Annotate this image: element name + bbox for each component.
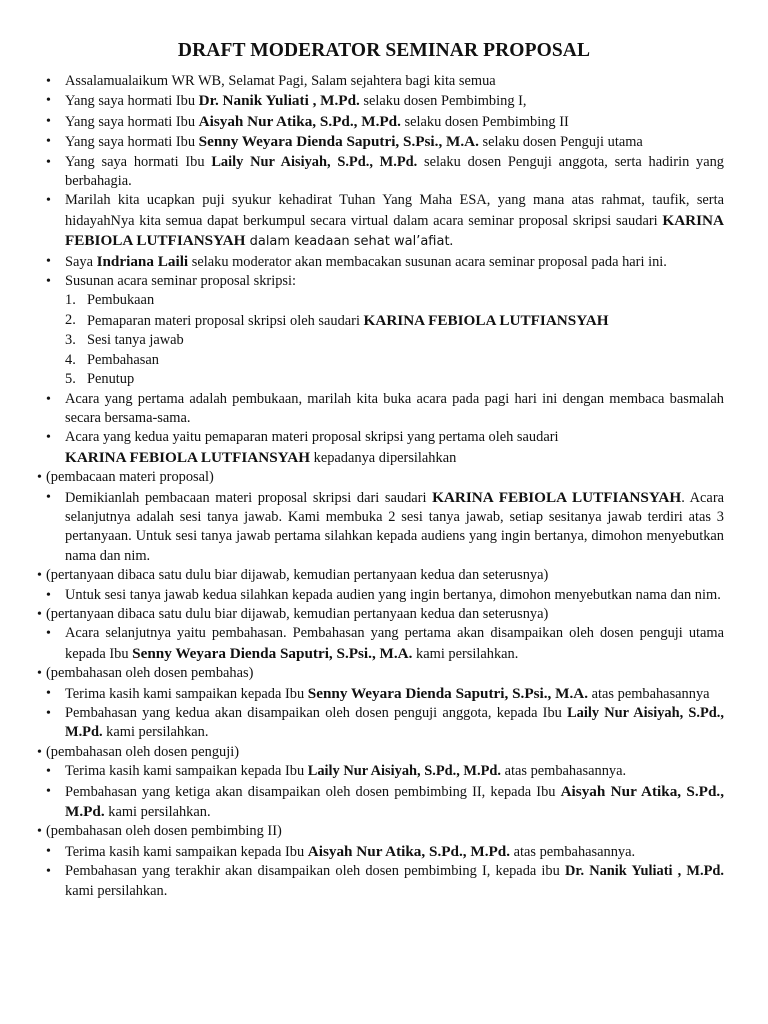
agenda-text: Pembukaan xyxy=(87,292,155,309)
person-name: Senny Weyara Dienda Saputri, S.Psi., M.A. xyxy=(307,684,589,702)
discussion-3-paragraph xyxy=(44,782,724,823)
paragraph-text: . Acara selanjutnya adalah sesi tanya jawab. Kami membuka 2 sesi tanya jawab, setiap sesitanya jawab terdiri atas 3 pertanyaan. Untuk sesi tanya jawab pertama silahkan kepada audiens yang ingin bertanya, dimohon menyebutkan nama dan nim. xyxy=(65,489,725,564)
stage-note xyxy=(37,664,724,683)
paragraph-text: Pembahasan yang kedua akan disampaikan oleh dosen penguji anggota, kepada Ibu xyxy=(65,705,568,721)
note-text: (pembacaan materi proposal) xyxy=(46,469,214,486)
agenda-item xyxy=(44,331,724,350)
person-name: Laily Nur Aisiyah, S.Pd., M.Pd. xyxy=(65,705,724,741)
paragraph-text: dalam keadaan sehat wal’afiat xyxy=(245,234,450,250)
agenda-item xyxy=(44,351,724,370)
paragraph-text: Acara selanjutnya yaitu pembahasan. Pembahasan yang pertama akan disampaikan oleh dosen penguji utama kepada Ibu xyxy=(65,625,724,662)
salutation-role: selaku dosen Pembimbing I, xyxy=(359,93,527,110)
paragraph-text: Demikianlah pembacaan materi proposal skripsi dari saudari xyxy=(65,489,433,506)
person-name: Laily Nur Aisiyah, S.Pd., M.Pd. xyxy=(307,763,501,780)
paragraph-text: atas pembahasannya. xyxy=(510,843,636,860)
agenda-number: 5. xyxy=(65,371,76,388)
agenda-text: Penutup xyxy=(87,371,135,388)
qa-session-2-paragraph xyxy=(44,586,724,605)
note-text: (pembahasan oleh dosen pembahas) xyxy=(46,665,254,682)
paragraph-text: Pembahasan yang ketiga akan disampaikan oleh dosen pembimbing II, kepada Ibu xyxy=(65,783,561,800)
agenda-number: 2. xyxy=(65,311,76,328)
person-name: Aisyah Nur Atika, S.Pd., M.Pd. xyxy=(65,782,724,821)
agenda-number: 1. xyxy=(65,292,76,309)
paragraph-text: kami persilahkan. xyxy=(104,804,211,821)
moderator-name: Indriana Laili xyxy=(96,252,189,270)
thanks-2-paragraph xyxy=(44,762,724,781)
paragraph-text: Acara yang kedua yaitu pemaparan materi proposal skripsi yang pertama oleh saudari xyxy=(65,429,559,446)
discussion-4-paragraph xyxy=(44,862,724,901)
agenda-item xyxy=(44,291,724,310)
student-name: KARINA FEBIOLA LUTFIANSYAH xyxy=(65,448,311,466)
agenda-text: Sesi tanya jawab xyxy=(87,332,184,349)
paragraph-text: selaku moderator akan membacakan susunan acara seminar proposal pada hari ini. xyxy=(188,253,667,270)
note-text: (pertanyaan dibaca satu dulu biar dijawab, kemudian pertanyaan kedua dan seterusnya) xyxy=(46,567,549,584)
stage-note xyxy=(37,468,724,487)
salutation-text: Yang saya hormati Ibu xyxy=(65,113,199,130)
salutation-penguji-anggota xyxy=(44,153,724,192)
person-name: Dr. Nanik Yuliati , M.Pd. xyxy=(565,863,725,880)
paragraph-text: Terima kasih kami sampaikan kepada Ibu xyxy=(65,685,308,702)
agenda-item xyxy=(44,370,724,389)
thanks-1-paragraph xyxy=(44,684,724,704)
paragraph-text: atas pembahasannya. xyxy=(501,763,627,780)
paragraph-text: . xyxy=(449,233,454,250)
paragraph-text: Acara yang pertama adalah pembukaan, marilah kita buka acara pada pagi hari ini dengan membaca basmalah secara bersama-sama. xyxy=(65,390,724,426)
discussion-2-paragraph xyxy=(44,704,724,743)
paragraph-text: kami persilahkan. xyxy=(412,645,519,662)
agenda-item xyxy=(44,311,724,331)
paragraph-text: kami persilahkan. xyxy=(65,882,168,899)
paragraph-text: Pembahasan yang terakhir akan disampaikan oleh dosen pembimbing I, kepada ibu xyxy=(65,863,565,880)
agenda-heading xyxy=(44,272,724,291)
stage-note xyxy=(37,605,724,624)
agenda-number: 4. xyxy=(65,351,76,368)
student-name: KARINA FEBIOLA LUTFIANSYAH xyxy=(65,211,724,250)
note-text: (pembahasan oleh dosen pembimbing II) xyxy=(46,823,282,840)
salutation-role: selaku dosen Penguji anggota, serta hadirin yang berbahagia. xyxy=(65,153,725,190)
stage-note xyxy=(37,822,724,841)
stage-note xyxy=(37,743,724,762)
paragraph-text: Saya xyxy=(65,253,97,270)
gratitude-paragraph xyxy=(44,191,724,251)
person-name: Senny Weyara Dienda Saputri, S.Psi., M.A. xyxy=(132,644,413,662)
salutation-role: selaku dosen Pembimbing II xyxy=(400,113,569,130)
note-text: (pembahasan oleh dosen penguji) xyxy=(46,743,240,760)
salutation-text: Yang saya hormati Ibu xyxy=(65,153,212,170)
thanks-3-paragraph xyxy=(44,842,724,862)
student-name: KARINA FEBIOLA LUTFIANSYAH xyxy=(432,488,682,506)
document-page xyxy=(44,40,724,901)
discussion-1-paragraph xyxy=(44,624,724,664)
paragraph-text: kami persilahkan. xyxy=(102,724,209,741)
paragraph-text: Marilah kita ucapkan puji syukur kehadirat Tuhan Yang Maha ESA, yang mana atas rahmat, taufik, serta hidayahNya kita semua dapat berkumpul secara virtual dalam acara seminar proposal skripsi saudari xyxy=(65,192,724,229)
qa-session-1-paragraph xyxy=(44,488,724,567)
agenda-number: 3. xyxy=(65,332,76,349)
moderator-intro xyxy=(44,252,724,272)
agenda-text: Pembahasan xyxy=(87,351,159,368)
salutation-role: selaku dosen Penguji utama xyxy=(478,134,643,151)
person-name: Dr. Nanik Yuliati , M.Pd. xyxy=(198,92,360,110)
presentation-paragraph xyxy=(44,428,724,468)
opening-paragraph xyxy=(44,390,724,429)
stage-note xyxy=(37,566,724,585)
paragraph-text: Terima kasih kami sampaikan kepada Ibu xyxy=(65,843,308,860)
agenda-list xyxy=(44,291,724,389)
paragraph-text: kepadanya dipersilahkan xyxy=(310,449,457,466)
greeting-text: Assalamualaikum WR WB, Selamat Pagi, Salam sejahtera bagi kita semua xyxy=(65,73,496,89)
paragraph-text: atas pembahasannya xyxy=(588,685,710,702)
person-name: Aisyah Nur Atika, S.Pd., M.Pd. xyxy=(307,842,511,860)
paragraph-text: Terima kasih kami sampaikan kepada Ibu xyxy=(65,763,308,780)
student-name: KARINA FEBIOLA LUTFIANSYAH xyxy=(363,311,609,329)
person-name: Aisyah Nur Atika, S.Pd., M.Pd. xyxy=(198,112,401,130)
paragraph-text: Susunan acara seminar proposal skripsi: xyxy=(65,273,296,290)
agenda-text: Pemaparan materi proposal skripsi oleh saudari xyxy=(87,312,364,329)
salutation-pembimbing-2 xyxy=(44,112,724,132)
salutation-text: Yang saya hormati Ibu xyxy=(65,93,199,110)
document-title: DRAFT MODERATOR SEMINAR PROPOSAL xyxy=(177,40,591,61)
paragraph-text: Untuk sesi tanya jawab kedua silahkan kepada audien yang ingin bertanya, dimohon menyebutkan nama dan nim. xyxy=(65,586,721,603)
salutation-penguji-utama xyxy=(44,132,724,152)
salutation-pembimbing-1 xyxy=(44,91,724,111)
person-name: Senny Weyara Dienda Saputri, S.Psi., M.A. xyxy=(198,133,479,151)
greeting-item xyxy=(44,72,724,91)
note-text: (pertanyaan dibaca satu dulu biar dijawab, kemudian pertanyaan kedua dan seterusnya) xyxy=(46,605,549,622)
salutation-text: Yang saya hormati Ibu xyxy=(65,134,199,151)
person-name: Laily Nur Aisiyah, S.Pd., M.Pd. xyxy=(211,153,418,170)
